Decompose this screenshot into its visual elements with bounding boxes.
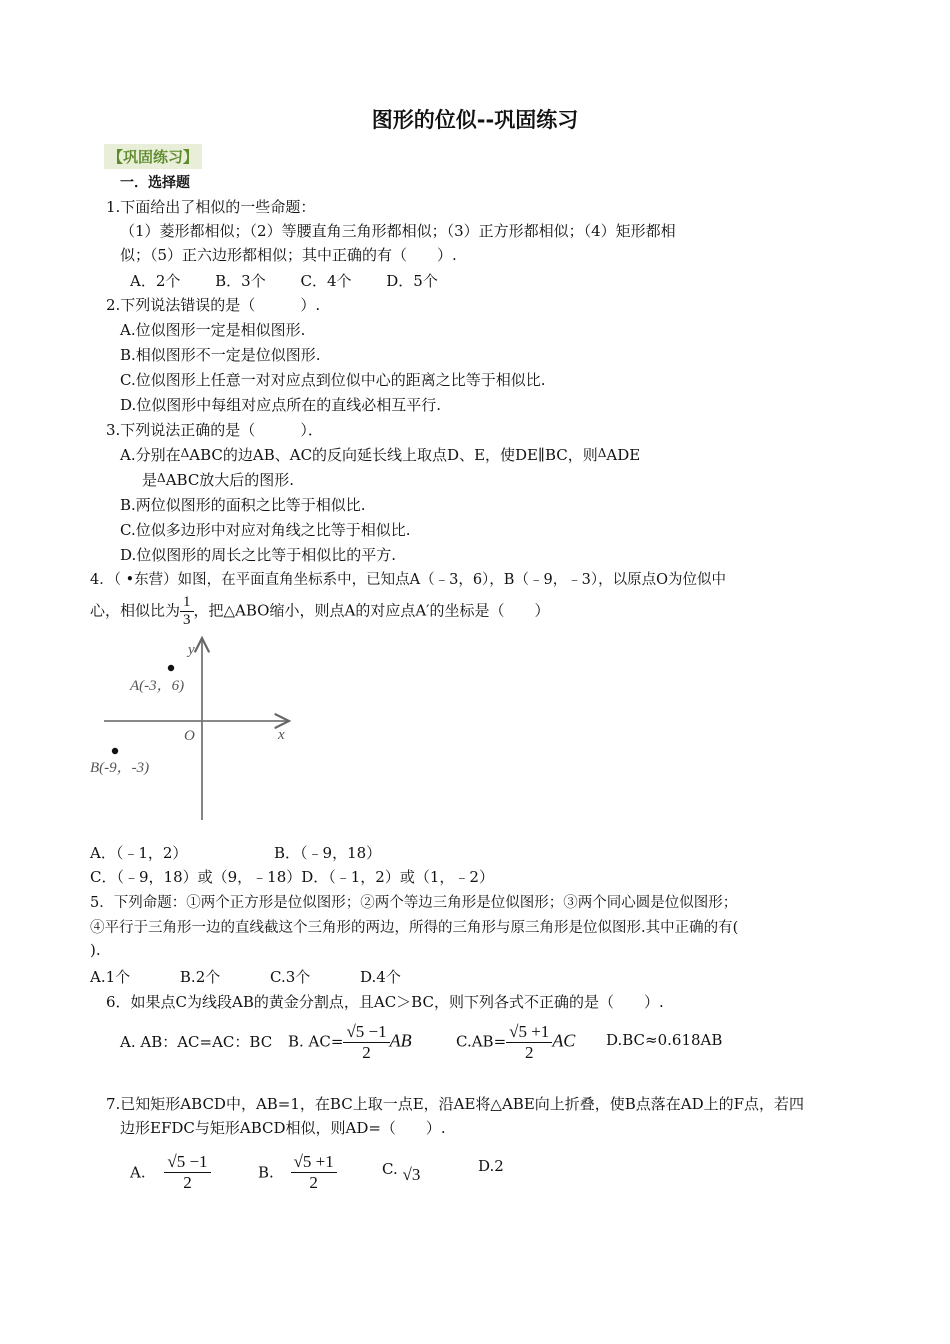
q5-stem-line3: ).	[90, 941, 101, 959]
section-badge: 【巩固练习】	[104, 144, 202, 169]
q2-stem: 2.下列说法错误的是（ ）.	[106, 296, 321, 314]
fraction-one-third: $\frac{1}{3}$	[180, 594, 194, 629]
point-a-label: A(-3，6)	[130, 678, 185, 694]
point-a	[168, 665, 174, 671]
q7-option-c: C. √3	[382, 1160, 421, 1184]
triangle-symbol: Δ	[180, 446, 190, 460]
q6-option-c: C.AB= $\frac{√5 +1}{2}$ AC	[456, 1022, 576, 1062]
fraction-sqrt5-minus-1: $\frac{√5 -1}{2}$	[164, 1152, 210, 1193]
q6-option-b: B. AC= $\frac{√5 -1}{2}$ AB	[288, 1022, 412, 1062]
q6-option-a: A. AB：AC=AC：BC	[120, 1033, 273, 1051]
triangle-symbol: Δ	[157, 471, 166, 485]
origin-label: O	[184, 728, 195, 744]
point-b	[112, 748, 118, 754]
q6-option-d: D.BC≈0.618AB	[606, 1031, 723, 1049]
q5-stem-line2: ④平行于三角形一边的直线截这个三角形的两边，所得的三角形与原三角形是位似图形.其中正确的有(	[90, 920, 739, 936]
q7-stem-line2: 边形EFDC与矩形ABCD相似，则AD=（ ）.	[120, 1119, 446, 1137]
q1-options: A．2个 B．3个 C．4个 D．5个	[130, 272, 438, 290]
q7-option-b: B. $\frac{√5 +1}{2}$	[258, 1152, 337, 1193]
triangle-symbol: Δ	[597, 446, 607, 460]
q3-stem: 3.下列说法正确的是（ ）．	[106, 421, 323, 439]
q5-options: A.1个 B.2个 C.3个 D.4个	[90, 968, 401, 986]
x-axis-label: x	[278, 727, 285, 743]
sqrt3: √3	[402, 1165, 421, 1184]
q4-options-cd: C．（﹣9，18）或（9，﹣18）D．（﹣1，2）或（1，﹣2）	[90, 868, 494, 886]
section-heading: 一．选择题	[120, 175, 190, 191]
q2-option-c: C.位似图形上任意一对对应点到位似中心的距离之比等于相似比.	[120, 371, 546, 389]
q3-option-d: D.位似图形的周长之比等于相似比的平方.	[120, 546, 397, 564]
q1-line3: 似；（5）正六边形都相似；其中正确的有（ ）.	[120, 246, 457, 264]
q2-option-d: D.位似图形中每组对应点所在的直线必相互平行.	[120, 396, 442, 414]
q7-option-a: A. $\frac{√5 -1}{2}$	[130, 1152, 211, 1193]
q5-stem: 5．下列命题：①两个正方形是位似图形；②两个等边三角形是位似图形；③两个同心圆是位似图形；	[90, 895, 738, 911]
page-title: 图形的位似--巩固练习	[371, 108, 579, 132]
q3-option-b: B.两位似图形的面积之比等于相似比.	[120, 496, 366, 514]
q2-option-a: A.位似图形一定是相似图形.	[120, 321, 306, 339]
q1-line2: （1）菱形都相似；（2）等腰直角三角形都相似；（3）正方形都相似；（4）矩形都相	[120, 222, 676, 240]
q2-option-b: B.相似图形不一定是位似图形.	[120, 346, 321, 364]
point-b-label: B(-9，-3)	[90, 760, 150, 776]
q4-stem-line2: 心，相似比为 $\frac{1}{3}$ ，把△ABO缩小，则点A的对应点A′的坐标是（ ）	[90, 594, 550, 628]
y-axis-label: y	[188, 642, 195, 658]
q4-stem: 4．（ •东营）如图，在平面直角坐标系中，已知点A（﹣3，6），B（﹣9，﹣3），以原点O为位似中	[90, 572, 727, 588]
fraction-sqrt5-plus-1: $\frac{√5 +1}{2}$	[291, 1152, 337, 1193]
fraction-sqrt5-plus-1: $\frac{√5 +1}{2}$	[506, 1022, 552, 1063]
q1-stem: 1.下面给出了相似的一些命题：	[106, 198, 316, 216]
q3-option-a-line1: A.分别在$^\Delta$ABC的边AB、AC的反向延长线上取点D、E，使DE∥BC，则$^\Delta$ADE	[120, 446, 641, 464]
q3-option-c: C.位似多边形中对应对角线之比等于相似比.	[120, 521, 411, 539]
q6-stem: 6．如果点C为线段AB的黄金分割点，且AC＞BC，则下列各式不正确的是（ ）.	[106, 993, 664, 1011]
coordinate-graph	[86, 632, 306, 824]
q4-option-a: A．（﹣1，2）	[90, 844, 188, 862]
q7-option-d: D.2	[478, 1157, 504, 1175]
q4-option-b: B．（﹣9，18）	[274, 844, 382, 862]
q7-stem: 7.已知矩形ABCD中，AB=1，在BC上取一点E，沿AE将△ABE向上折叠，使B点落在AD上的F点，若四	[106, 1095, 805, 1113]
fraction-sqrt5-minus-1: $\frac{√5 -1}{2}$	[343, 1022, 389, 1063]
q3-option-a-line2: 是$^\Delta$ABC放大后的图形.	[142, 471, 295, 489]
